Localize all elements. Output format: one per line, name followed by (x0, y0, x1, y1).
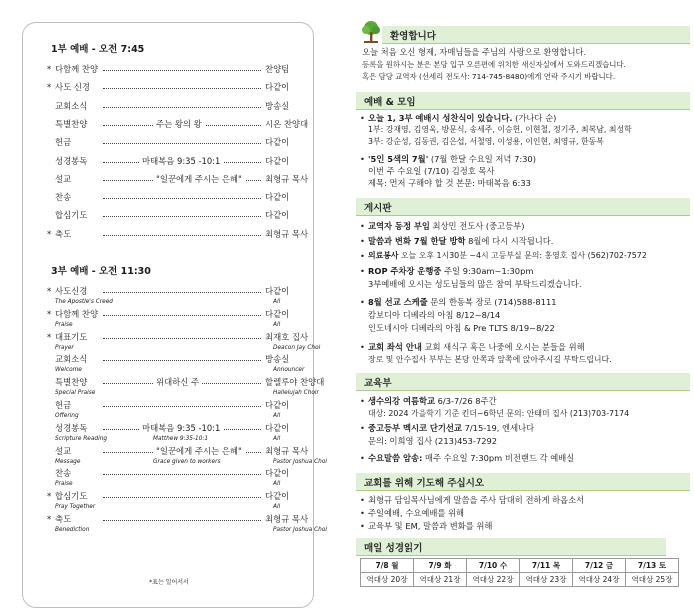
program-item-english: The Apostle's Creed (55, 299, 113, 305)
wednesday-speaker: 이번 주 수요일 (7/10) 김정호 목사 (368, 166, 495, 176)
program-detail: 주는 왕의 왕 (153, 118, 205, 131)
dot-leader (103, 474, 261, 475)
program-row (47, 308, 311, 321)
board-item-4: ROP 주차장 운행중 주일 9:30am~1:30pm (368, 266, 534, 276)
program-row (47, 136, 311, 149)
welcome-line2: 등록을 원하시는 분은 본당 입구 오른편에 위치한 새신자실에서 도와드리겠습니다. (362, 60, 626, 69)
bible-day: 7/11 목 (520, 559, 573, 573)
program-row (47, 331, 311, 344)
program-leader-english: All (273, 481, 281, 488)
program-item: 교회소식 (55, 354, 88, 365)
dot-leader (103, 216, 261, 217)
bible-day: 7/8 월 (361, 559, 414, 573)
program-row (47, 191, 311, 204)
dot-leader (103, 70, 261, 71)
program-item: 다함께 찬양 (55, 308, 99, 319)
program-item-english: Prayer (55, 344, 74, 351)
bible-day: 7/12 금 (573, 559, 626, 573)
dot-leader (103, 235, 261, 236)
dot-leader (103, 198, 261, 199)
program-item-english: Praise (55, 481, 73, 488)
program-detail: 마태복음 9:35 -10:1 (139, 155, 223, 168)
welcome-section-header (382, 26, 690, 44)
service1-title: 1부 예배 - 오전 7:45 (51, 44, 145, 55)
program-row (47, 376, 325, 389)
program-row-english (55, 389, 319, 397)
program-detail-english: Grace given to workers (153, 458, 221, 465)
edu-item-2-line2: 문의: 이희영 집사 (213)453-7292 (368, 436, 498, 446)
program-row (47, 285, 311, 298)
program-leader-english: All (273, 435, 281, 442)
program-item: 축도 (55, 228, 72, 239)
program-leader: 최형규 목사 (265, 173, 309, 184)
program-leader-english: All (273, 413, 281, 419)
program-leader-english: Pastor Joshua Choi (273, 527, 328, 533)
program-item-english: Welcome (55, 367, 82, 374)
program-row (47, 399, 311, 412)
program-leader-english: All (273, 321, 281, 328)
standing-footnote: *표는 일어서서 (149, 579, 189, 586)
program-row-english (55, 321, 311, 329)
program-row (47, 445, 311, 458)
program-item-english: Offering (55, 413, 79, 419)
dot-leader (103, 292, 261, 293)
board-section-header (356, 198, 690, 216)
program-leader: 최형규 목사 (265, 445, 309, 456)
program-item: 성경봉독 (55, 422, 88, 433)
prayer-item-1: 최형규 담임목사님에게 말씀을 주사 담대히 전하게 하옵소서 (368, 495, 585, 505)
board-item-5-line2: 캄보디아 디베라의 아침 8/12~8/14 (368, 310, 501, 320)
program-row (47, 422, 311, 435)
bullet: • (360, 495, 365, 505)
board-title: 게시판 (364, 203, 392, 214)
program-row-english (55, 412, 311, 420)
service3-title: 3부 예배 - 오전 11:30 (51, 266, 151, 277)
bullet: • (360, 221, 365, 231)
program-item: 특별찬양 (55, 118, 88, 129)
program-leader: 다같이 (265, 286, 290, 296)
program-leader-english: All (273, 504, 281, 511)
program-row (47, 100, 311, 113)
worship-section-header (356, 92, 690, 110)
standing-mark: * (47, 308, 52, 319)
program-row-english (55, 344, 321, 352)
worship-title: 예배 & 모임 (364, 97, 416, 108)
program-item-english: Benediction (55, 527, 90, 533)
program-item: 대표기도 (55, 331, 88, 342)
program-item-english: Special Praise (55, 390, 96, 397)
program-item: 헌금 (55, 137, 72, 148)
bible-day: 7/13 토 (626, 559, 679, 573)
prayer-title: 교회를 위해 기도해 주십시오 (364, 478, 485, 489)
edu-title: 교육부 (364, 378, 392, 389)
program-detail: 마태복음 9:35 -10:1 (139, 422, 223, 435)
program-item: 특별찬양 (55, 377, 88, 388)
standing-mark: * (47, 491, 52, 502)
program-leader: 할렐루야 찬양대 (265, 377, 325, 388)
wednesday-topic: 제목: 먼저 구해야 할 것 본문: 마태복음 6:33 (368, 178, 531, 188)
standing-mark: * (47, 64, 52, 74)
program-item: 설교 (55, 445, 72, 456)
dot-leader (103, 497, 261, 498)
program-leader: 시온 찬양대 (265, 118, 309, 129)
board-item-3: 의료봉사 오늘 오후 1시30분 ~4시 고등부실 문의: 홍영호 집사 (562)702-7572 (368, 251, 647, 260)
communion-notice: 오늘 1, 3부 예배시 성찬식이 있습니다. (가나다 순) (368, 113, 557, 123)
program-row (47, 173, 311, 186)
program-row (47, 228, 311, 241)
program-leader: 최형규 목사 (265, 514, 309, 524)
bullet: • (360, 521, 365, 531)
board-item-5-line3: 인도네시아 디베라의 아침 & Pre TLTS 8/19~8/22 (368, 323, 555, 333)
bible-reading: 역대상 21장 (414, 573, 467, 587)
bible-reading: 역대상 25장 (626, 573, 679, 587)
program-row (47, 353, 311, 366)
bible-reading: 역대상 24장 (573, 573, 626, 587)
communion-list-1: 1부: 강재영, 김영욱, 방문식, 송세주, 이승헌, 이현철, 정기주, 최복남, 최성학 (368, 125, 632, 134)
program-leader-english: Deacon Jay Choi (273, 344, 321, 351)
welcome-line1: 오늘 처음 오신 형제, 자매님들을 주님의 사랑으로 환영합니다. (362, 47, 587, 57)
standing-mark: * (47, 331, 52, 342)
dot-leader (103, 406, 261, 407)
program-item: 축도 (55, 514, 72, 524)
bullet: • (360, 266, 365, 276)
program-item-english: Scripture Reading (55, 435, 108, 442)
edu-item-1: 생수의강 여름학교 6/3-7/26 8주간 (368, 396, 497, 406)
edu-item-2: 중고등부 멕시코 단기선교 7/15-19, 엔세나다 (368, 423, 535, 433)
program-row (47, 209, 311, 222)
bible-day: 7/10 수 (467, 559, 520, 573)
bullet: • (360, 342, 365, 352)
program-item: 사도 신경 (55, 82, 91, 93)
bullet: • (360, 236, 365, 246)
program-item: 성경봉독 (55, 155, 88, 166)
program-item-english: Pray Together (55, 504, 96, 511)
bible-reading: 역대상 20장 (361, 573, 414, 587)
program-leader: 다같이 (265, 210, 290, 221)
program-leader: 다같이 (265, 137, 290, 148)
program-row (47, 63, 311, 76)
dot-leader (103, 88, 261, 89)
board-item-4-line2: 3부예배에 오시는 성도님들의 많은 참여 부탁드리겠습니다. (368, 279, 582, 289)
program-leader-english: Pastor Joshua Choi (273, 458, 328, 465)
program-item: 사도신경 (55, 286, 88, 296)
bible-day: 7/9 화 (414, 559, 467, 573)
program-leader: 다같이 (265, 192, 290, 203)
program-row-english (55, 298, 311, 306)
dot-leader (103, 520, 261, 521)
program-row-english (55, 458, 328, 466)
bullet: • (360, 396, 365, 406)
bullet: • (360, 251, 365, 261)
program-detail: 위대하신 주 (153, 376, 202, 389)
program-leader: 최형규 목사 (265, 228, 309, 239)
program-detail: "일꾼에게 주시는 은혜" (153, 173, 245, 186)
program-leader: 다같이 (265, 400, 290, 410)
bible-section-header (356, 538, 666, 556)
program-leader: 찬양팀 (265, 64, 290, 74)
bible-reading: 역대상 22장 (467, 573, 520, 587)
standing-mark: * (47, 82, 52, 93)
standing-mark: * (47, 286, 52, 296)
program-item-english: Message (55, 458, 81, 465)
bible-reading-table (360, 558, 679, 587)
program-leader: 다같이 (265, 468, 290, 479)
program-row (47, 118, 311, 131)
program-item: 교회소식 (55, 100, 88, 111)
program-item: 다함께 찬양 (55, 64, 99, 74)
program-detail-english: Matthew 9:35-10:1 (153, 435, 209, 442)
program-detail: "일꾼에게 주시는 은혜" (153, 445, 245, 458)
program-leader: 최재호 집사 (265, 331, 309, 342)
program-row-english (55, 366, 311, 374)
order-of-worship-card (22, 22, 328, 608)
bullet: • (360, 154, 365, 164)
standing-mark: * (47, 514, 52, 524)
program-row-english (55, 503, 311, 511)
program-item: 찬송 (55, 192, 72, 203)
edu-item-3: 수요말씀 암송: 매주 수요일 7:30pm 비전랜드 각 예배실 (368, 453, 575, 463)
standing-mark: * (47, 228, 52, 239)
program-leader-english: Announcer (273, 367, 305, 374)
bullet: • (360, 508, 365, 518)
bullet: • (360, 453, 365, 463)
welcome-title: 환영합니다 (390, 31, 436, 42)
program-row (47, 490, 311, 503)
program-item-english: Praise (55, 321, 73, 328)
dot-leader (103, 338, 261, 339)
bullet: • (360, 297, 365, 307)
program-leader: 다같이 (265, 308, 290, 319)
prayer-section-header (356, 473, 690, 491)
program-item: 헌금 (55, 400, 72, 410)
program-row-english (55, 435, 311, 443)
program-leader: 다같이 (265, 491, 290, 502)
program-leader: 다같이 (265, 82, 290, 93)
edu-item-1-line2: 대상: 2024 가을학기 기준 킨더~6학년 문의: 안태미 집사 (213)703-7174 (368, 409, 630, 418)
program-row (47, 81, 311, 94)
dot-leader (103, 143, 261, 144)
bible-title: 매일 성경읽기 (364, 543, 423, 554)
dot-leader (103, 315, 261, 316)
program-leader: 방송실 (265, 354, 290, 365)
program-item: 찬송 (55, 468, 72, 479)
program-row (47, 513, 311, 526)
edu-section-header (356, 373, 690, 391)
bible-reading: 역대상 23장 (520, 573, 573, 587)
wednesday-series: '5인 5색의 7월' (7월 한달 수요일 저녁 7:30) (368, 154, 536, 164)
prayer-item-3: 교육부 및 EM, 말씀과 변화를 위해 (368, 521, 493, 531)
welcome-line3: 혹은 담당 교역자 (선세리 전도사: 714-745-8480)에게 연락 주시기 바랍니다. (362, 72, 616, 81)
program-row-english (55, 480, 311, 488)
prayer-item-2: 주일예배, 수요예배를 위해 (368, 508, 465, 518)
board-item-2: 말씀과 변화 7월 한달 방학 8월에 다시 시작됩니다. (368, 236, 554, 246)
program-item: 합심기도 (55, 491, 88, 502)
program-row (47, 155, 311, 168)
bullet: • (360, 423, 365, 433)
board-item-5: 8월 선교 스케줄 문의 한동복 장로 (714)588-8111 (368, 297, 557, 307)
board-item-6: 교회 좌석 안내 교회 새식구 혹은 나중에 오시는 분들을 위해 (368, 342, 585, 352)
communion-list-3: 3부: 강순성, 김동권, 김은섭, 서철영, 이성용, 이인현, 최영규, 한동복 (368, 137, 604, 146)
board-item-1: 교역자 동정 부임 최상민 전도사 (중고등부) (368, 221, 525, 231)
program-leader: 방송실 (265, 100, 290, 111)
tree-icon (361, 20, 381, 44)
dot-leader (103, 360, 261, 361)
program-item: 설교 (55, 173, 72, 184)
program-leader-english: Hallelujah Choir (273, 390, 319, 397)
program-leader: 다같이 (265, 422, 290, 433)
program-leader-english: All (273, 299, 281, 305)
program-item: 합심기도 (55, 210, 88, 221)
dot-leader (103, 107, 261, 108)
bullet: • (360, 113, 365, 123)
board-item-6-line2: 장로 및 안수집사 부부는 본당 안쪽과 앞쪽에 앉아주시길 부탁드립니다. (368, 355, 612, 364)
program-leader: 다같이 (265, 155, 290, 166)
program-row-english (55, 526, 328, 534)
program-row (47, 467, 311, 480)
